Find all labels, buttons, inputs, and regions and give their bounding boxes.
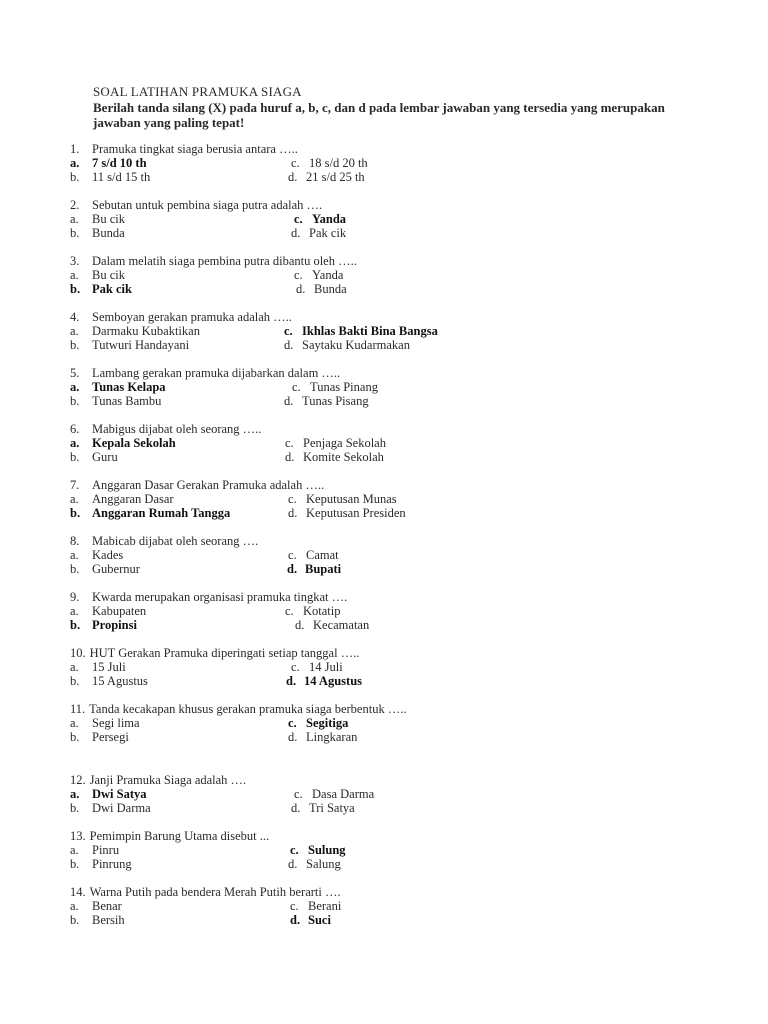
question-number: 7. (70, 478, 80, 492)
question-number: 14. (70, 885, 86, 899)
option-letter: c. (288, 716, 297, 730)
option-text: Tutwuri Handayani (92, 338, 190, 352)
option-a (70, 548, 123, 562)
option-letter: c. (291, 156, 300, 170)
option-d (285, 450, 384, 464)
option-letter: c. (284, 324, 293, 338)
option-letter: b. (70, 450, 80, 464)
document-title: SOAL LATIHAN PRAMUKA SIAGA (93, 84, 302, 99)
option-letter: a. (70, 660, 79, 674)
question-3 (70, 254, 357, 268)
question-number: 9. (70, 590, 80, 604)
question-number: 6. (70, 422, 80, 436)
option-letter: a. (70, 380, 80, 394)
option-b (70, 674, 148, 688)
question-5 (70, 366, 340, 380)
option-letter: d. (288, 730, 298, 744)
option-text: Gubernur (92, 562, 140, 576)
option-a (70, 843, 119, 857)
option-text: Benar (92, 899, 122, 913)
option-text: 14 Juli (309, 660, 343, 674)
option-letter: c. (294, 268, 303, 282)
option-letter: a. (70, 899, 79, 913)
option-text: Bunda (92, 226, 125, 240)
option-letter: b. (70, 562, 80, 576)
option-text: Penjaga Sekolah (303, 436, 386, 450)
option-d (296, 282, 347, 296)
option-b (70, 913, 125, 927)
option-c (292, 380, 378, 394)
question-text: Semboyan gerakan pramuka adalah ….. (92, 310, 292, 324)
option-c (294, 212, 346, 226)
option-c (288, 716, 348, 730)
option-text: Kepala Sekolah (92, 436, 176, 450)
question-text: Pramuka tingkat siaga berusia antara ….. (92, 142, 298, 156)
option-text: Segitiga (306, 716, 349, 730)
option-c (294, 268, 343, 282)
question-number: 1. (70, 142, 80, 156)
option-text: Camat (306, 548, 339, 562)
option-d (290, 913, 331, 927)
option-a (70, 380, 166, 394)
option-c (291, 156, 368, 170)
option-d (288, 506, 406, 520)
option-text: Bersih (92, 913, 125, 927)
option-text: Komite Sekolah (303, 450, 384, 464)
question-11 (70, 702, 407, 716)
option-a (70, 436, 176, 450)
option-text: 18 s/d 20 th (309, 156, 368, 170)
option-b (70, 857, 132, 871)
question-7 (70, 478, 324, 492)
question-9 (70, 590, 347, 604)
option-b (70, 801, 151, 815)
option-letter: d. (290, 913, 301, 927)
option-letter: a. (70, 212, 79, 226)
option-text: Anggaran Dasar (92, 492, 174, 506)
question-1 (70, 142, 298, 156)
option-text: Suci (308, 913, 331, 927)
question-text: Lambang gerakan pramuka dijabarkan dalam ….. (92, 366, 341, 380)
option-text: Tri Satya (309, 801, 355, 815)
question-text: Tanda kecakapan khusus gerakan pramuka siaga berbentuk ….. (89, 702, 407, 716)
option-d (288, 857, 341, 871)
option-letter: d. (287, 562, 298, 576)
question-number: 12. (70, 773, 86, 787)
question-13 (70, 829, 269, 843)
option-letter: a. (70, 324, 79, 338)
option-text: Guru (92, 450, 118, 464)
option-letter: c. (288, 492, 297, 506)
option-text: Kabupaten (92, 604, 147, 618)
question-number: 5. (70, 366, 80, 380)
question-number: 10. (70, 646, 86, 660)
option-d (286, 674, 362, 688)
option-text: Yanda (312, 212, 347, 226)
option-d (287, 562, 341, 576)
option-letter: a. (70, 436, 80, 450)
option-a (70, 324, 200, 338)
option-letter: c. (291, 660, 300, 674)
option-d (288, 170, 365, 184)
option-c (285, 436, 386, 450)
question-text: Dalam melatih siaga pembina putra dibantu oleh ….. (92, 254, 357, 268)
option-c (290, 843, 346, 857)
option-b (70, 450, 118, 464)
option-b (70, 506, 230, 520)
option-text: 21 s/d 25 th (306, 170, 365, 184)
option-text: Tunas Pinang (310, 380, 378, 394)
option-letter: c. (292, 380, 301, 394)
question-number: 13. (70, 829, 86, 843)
option-letter: a. (70, 843, 79, 857)
option-c (290, 899, 341, 913)
option-text: Bu cik (92, 212, 125, 226)
option-text: 15 Juli (92, 660, 126, 674)
option-text: 15 Agustus (92, 674, 148, 688)
option-letter: d. (288, 857, 298, 871)
option-a (70, 899, 122, 913)
option-text: Berani (308, 899, 342, 913)
option-text: Pak cik (92, 282, 132, 296)
option-text: Tunas Bambu (92, 394, 162, 408)
option-c (291, 660, 343, 674)
option-letter: d. (284, 338, 294, 352)
question-text: Sebutan untuk pembina siaga putra adalah …. (92, 198, 323, 212)
option-letter: a. (70, 548, 79, 562)
question-14 (70, 885, 341, 899)
option-letter: c. (290, 899, 299, 913)
option-text: 14 Agustus (304, 674, 363, 688)
option-b (70, 394, 161, 408)
option-a (70, 212, 125, 226)
question-text: Pemimpin Barung Utama disebut ... (89, 829, 270, 843)
option-text: Propinsi (92, 618, 137, 632)
option-text: Yanda (312, 268, 344, 282)
question-6 (70, 422, 261, 436)
option-letter: b. (70, 730, 80, 744)
option-letter: d. (285, 450, 295, 464)
option-c (288, 492, 397, 506)
option-text: Bu cik (92, 268, 125, 282)
question-text: Warna Putih pada bendera Merah Putih berarti …. (89, 885, 341, 899)
option-letter: b. (70, 857, 80, 871)
question-text: Anggaran Dasar Gerakan Pramuka adalah ….. (92, 478, 325, 492)
option-letter: b. (70, 282, 81, 296)
option-c (284, 324, 438, 338)
option-a (70, 268, 125, 282)
option-b (70, 226, 125, 240)
option-letter: b. (70, 618, 81, 632)
option-a (70, 660, 126, 674)
question-2 (70, 198, 322, 212)
option-text: 7 s/d 10 th (92, 156, 147, 170)
option-text: Pinru (92, 843, 120, 857)
option-b (70, 282, 132, 296)
option-letter: b. (70, 170, 80, 184)
option-text: Bupati (305, 562, 342, 576)
option-text: Saytaku Kudarmakan (302, 338, 410, 352)
question-number: 3. (70, 254, 80, 268)
option-letter: c. (285, 436, 294, 450)
option-letter: a. (70, 716, 79, 730)
option-text: Ikhlas Bakti Bina Bangsa (302, 324, 438, 338)
question-text: Janji Pramuka Siaga adalah …. (89, 773, 247, 787)
option-b (70, 338, 189, 352)
question-number: 4. (70, 310, 80, 324)
option-a (70, 604, 146, 618)
option-letter: d. (288, 506, 298, 520)
option-text: 11 s/d 15 th (92, 170, 151, 184)
option-letter: d. (291, 801, 301, 815)
option-letter: a. (70, 787, 80, 801)
option-letter: d. (295, 618, 305, 632)
option-letter: b. (70, 506, 81, 520)
option-letter: b. (70, 394, 80, 408)
option-d (284, 394, 369, 408)
option-text: Sulung (308, 843, 346, 857)
option-letter: c. (288, 548, 297, 562)
question-number: 2. (70, 198, 80, 212)
option-letter: d. (286, 674, 297, 688)
option-text: Dwi Satya (92, 787, 147, 801)
option-letter: d. (296, 282, 306, 296)
option-letter: d. (284, 394, 294, 408)
question-text: Mabigus dijabat oleh seorang ….. (92, 422, 262, 436)
option-letter: a. (70, 492, 79, 506)
option-text: Dwi Darma (92, 801, 151, 815)
option-d (291, 226, 346, 240)
option-text: Persegi (92, 730, 129, 744)
question-12 (70, 773, 246, 787)
option-letter: c. (294, 212, 303, 226)
option-text: Salung (306, 857, 341, 871)
option-text: Kotatip (303, 604, 341, 618)
option-text: Keputusan Munas (306, 492, 397, 506)
option-letter: b. (70, 226, 80, 240)
option-a (70, 716, 140, 730)
option-text: Lingkaran (306, 730, 358, 744)
option-letter: c. (294, 787, 303, 801)
option-c (288, 548, 339, 562)
question-number: 11. (70, 702, 86, 716)
option-d (291, 801, 355, 815)
option-a (70, 787, 147, 801)
option-letter: c. (285, 604, 294, 618)
option-d (288, 730, 357, 744)
option-letter: a. (70, 604, 79, 618)
option-text: Segi lima (92, 716, 140, 730)
option-text: Kades (92, 548, 124, 562)
option-d (284, 338, 410, 352)
option-c (294, 787, 374, 801)
option-b (70, 618, 137, 632)
option-a (70, 156, 147, 170)
option-a (70, 492, 174, 506)
option-text: Dasa Darma (312, 787, 375, 801)
option-b (70, 730, 129, 744)
option-text: Bunda (314, 282, 347, 296)
option-letter: a. (70, 156, 80, 170)
option-text: Pinrung (92, 857, 132, 871)
option-letter: b. (70, 338, 80, 352)
option-letter: d. (288, 170, 298, 184)
question-text: Mabicab dijabat oleh seorang …. (92, 534, 259, 548)
option-text: Tunas Kelapa (92, 380, 166, 394)
option-letter: a. (70, 268, 79, 282)
option-text: Pak cik (309, 226, 347, 240)
question-10 (70, 646, 359, 660)
option-d (295, 618, 369, 632)
question-text: HUT Gerakan Pramuka diperingati setiap tanggal ….. (89, 646, 360, 660)
option-letter: c. (290, 843, 299, 857)
question-number: 8. (70, 534, 80, 548)
question-8 (70, 534, 258, 548)
option-c (285, 604, 341, 618)
option-b (70, 170, 150, 184)
option-letter: d. (291, 226, 301, 240)
option-text: Kecamatan (313, 618, 370, 632)
option-text: Tunas Pisang (302, 394, 369, 408)
option-b (70, 562, 140, 576)
option-text: Anggaran Rumah Tangga (92, 506, 231, 520)
instructions: Berilah tanda silang (X) pada huruf a, b, c, dan d pada lembar jawaban yang tersedia yang merupakan jawaban yang paling tepat! (93, 100, 665, 130)
question-4 (70, 310, 292, 324)
option-letter: b. (70, 801, 80, 815)
option-text: Keputusan Presiden (306, 506, 406, 520)
option-text: Darmaku Kubaktikan (92, 324, 200, 338)
option-letter: b. (70, 674, 80, 688)
question-text: Kwarda merupakan organisasi pramuka tingkat …. (92, 590, 348, 604)
option-letter: b. (70, 913, 80, 927)
